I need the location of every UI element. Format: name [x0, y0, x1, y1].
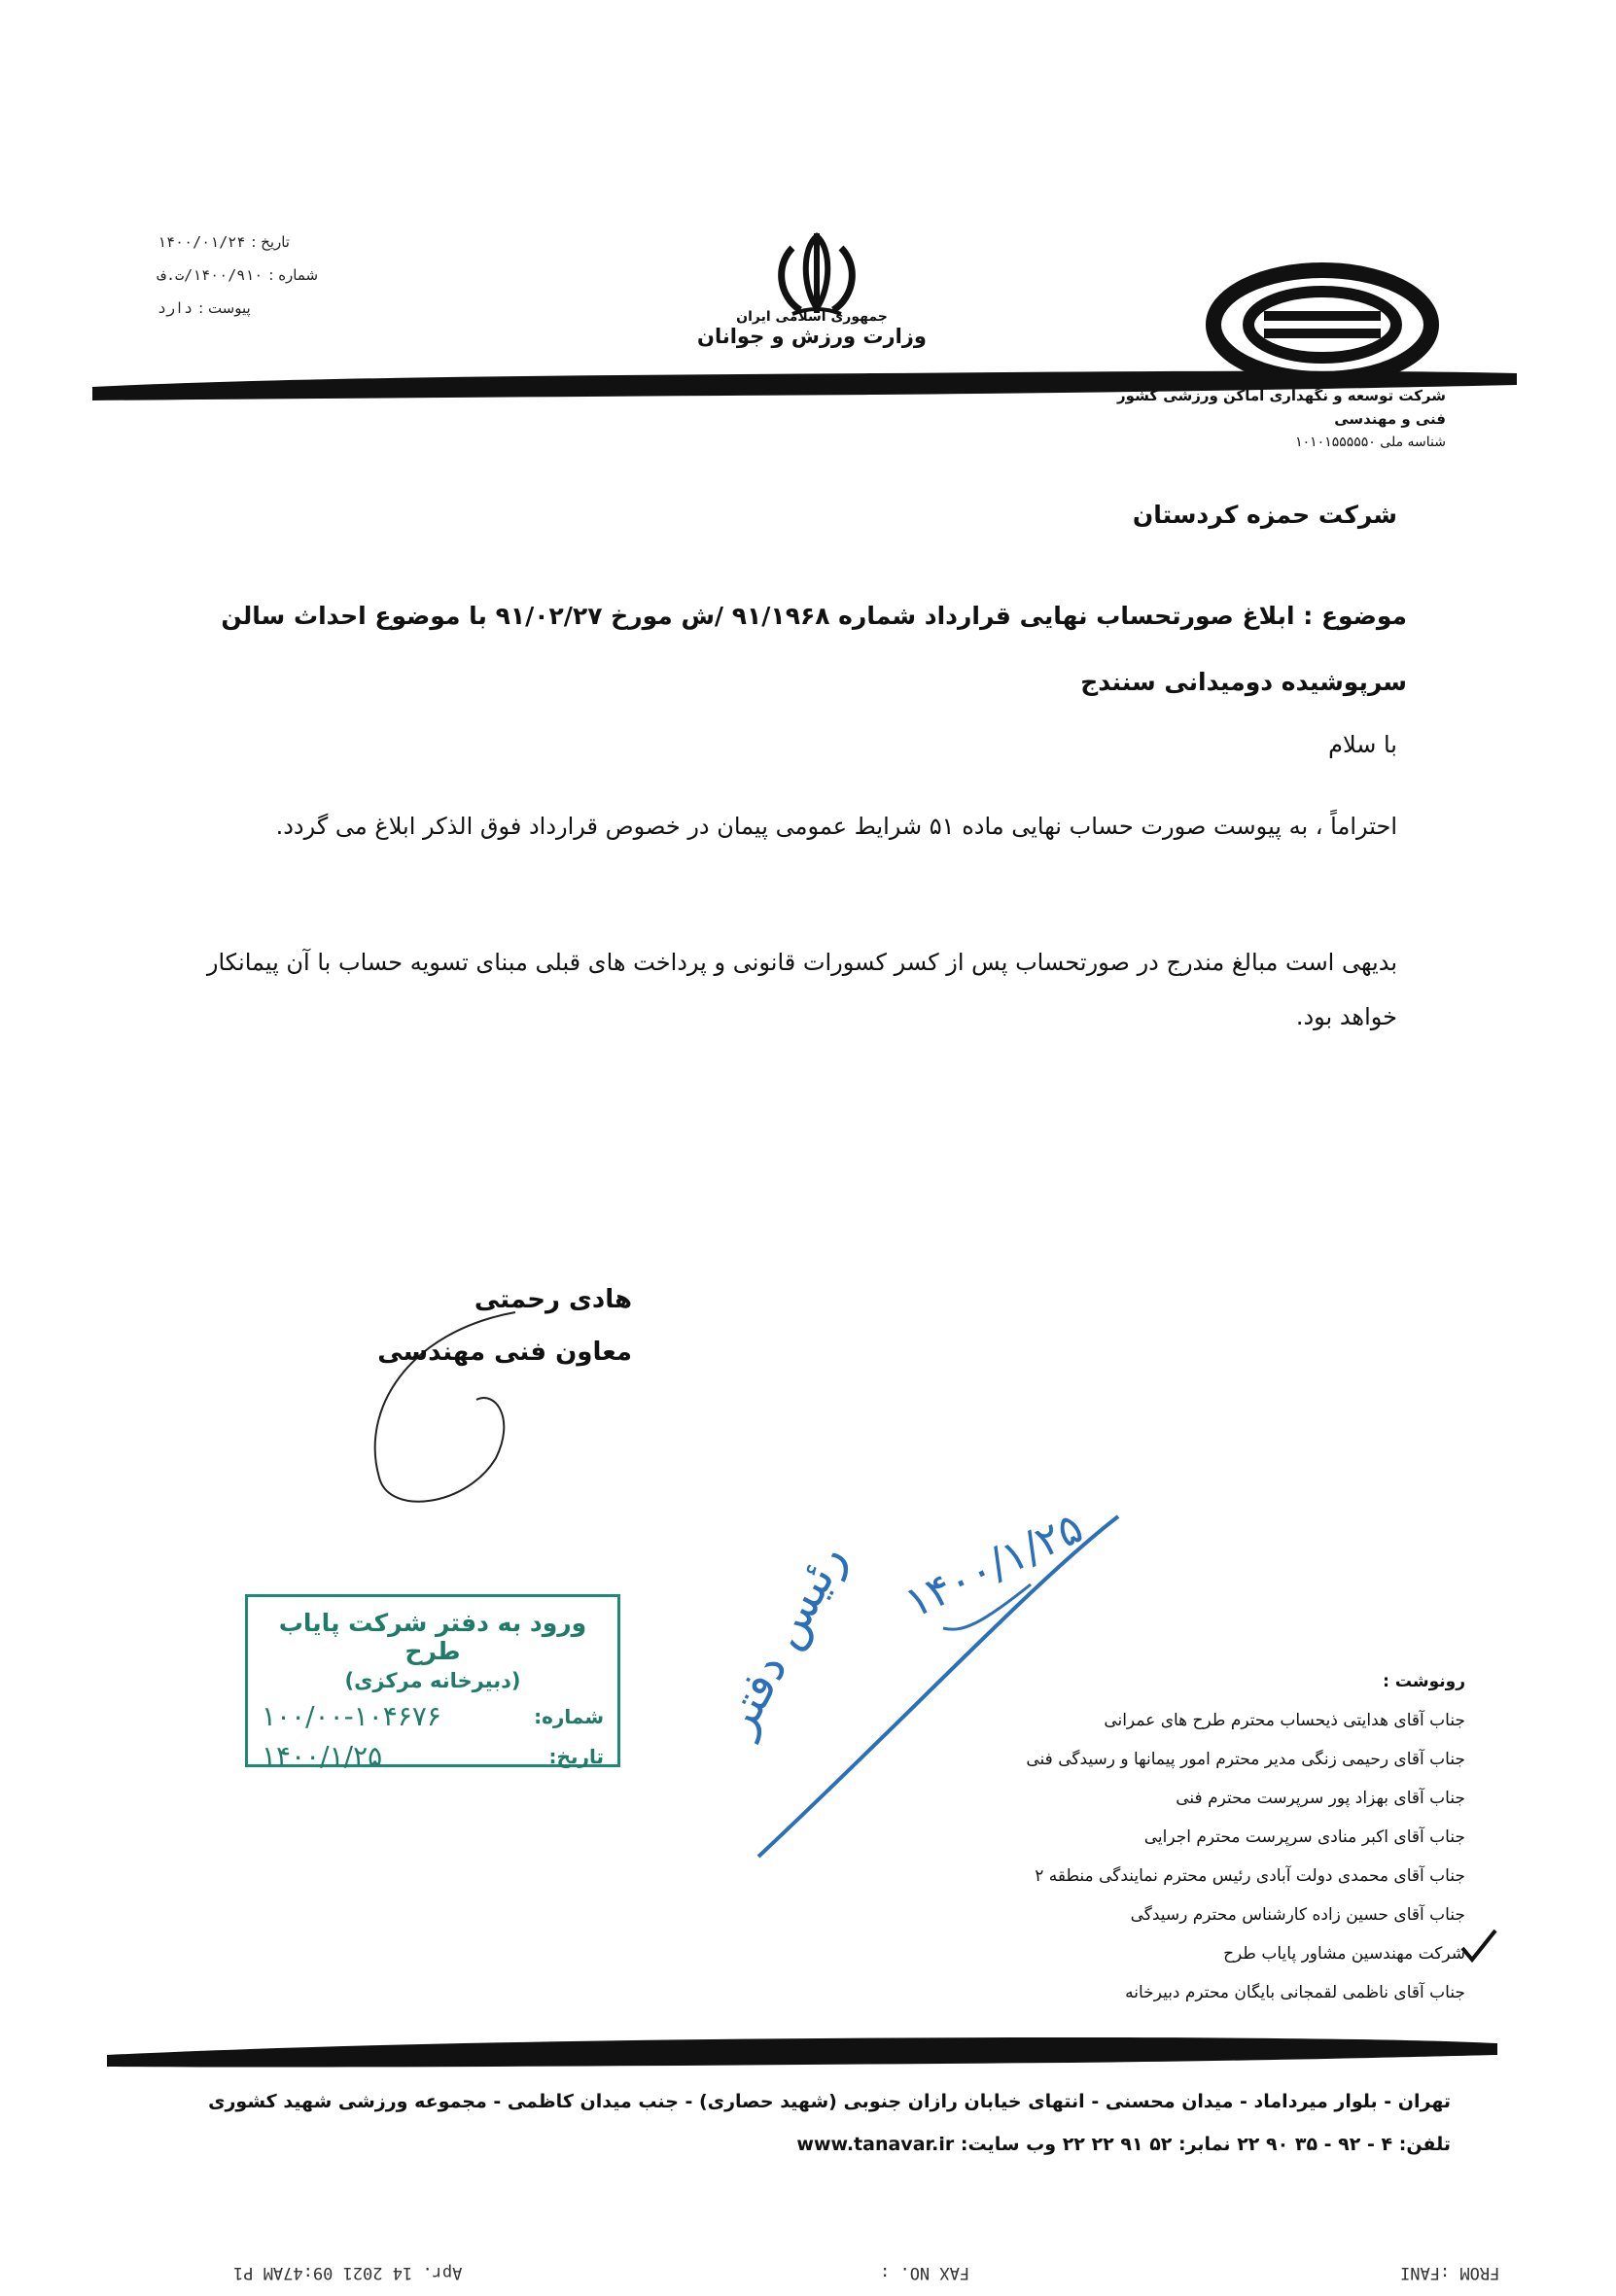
checkmark-icon [1458, 1927, 1497, 1966]
company-national-id: شناسه ملی ۱۰۱۰۱۵۵۵۵۵۰ [1295, 435, 1446, 450]
stamp-date-row [262, 1740, 604, 1772]
cc-item: جناب آقای اکبر منادی سرپرست محترم اجرایی [1143, 1827, 1465, 1847]
fax-number: FAX NO. : [880, 2263, 970, 2282]
stamp-number-label: شماره: [534, 1704, 604, 1728]
cc-item: جناب آقای رحیمی زنگی مدیر محترم امور پیمانها و رسیدگی فنی [1026, 1750, 1465, 1769]
attachment-label: پیوست : [198, 299, 251, 317]
handwritten-note-line2: ۱۴۰۰/۱/۲۵ [897, 1503, 1091, 1628]
footer-contact: تلفن: ۴ - ۹۲ - ۳۵ ۹۰ ۲۲ نمابر: ۵۲ ۹۱ ۲۲ ۲۲ وب سایت: www.tanavar.ir [796, 2134, 1451, 2155]
stamp-date-value: ۱۴۰۰/۱/۲۵ [262, 1740, 383, 1772]
date-row [158, 226, 410, 259]
cc-item: شرکت مهندسین مشاور پایاب طرح [1223, 1944, 1465, 1964]
number-value: ۱۴۰۰/۹۱۰/ت.ف [158, 266, 263, 284]
number-row [158, 259, 410, 292]
cc-item: جناب آقای حسین زاده کارشناس محترم رسیدگی [1130, 1905, 1465, 1925]
cc-item: جناب آقای محمدی دولت آبادی رئیس محترم نمایندگی منطقه ۲ [1035, 1866, 1465, 1886]
receipt-stamp [245, 1594, 620, 1772]
body-paragraph-1: احتراماً ، به پیوست صورت حساب نهایی ماده ۵۱ شرایط عمومی پیمان در خصوص قرارداد فوق الذکر ابلاغ می گردد. [275, 813, 1397, 840]
cc-list [649, 1662, 1465, 2012]
attachment-value: دارد [158, 299, 193, 317]
cc-item: جناب آقای بهزاد پور سرپرست محترم فنی [1176, 1789, 1465, 1808]
stamp-number-value: ۱۰۰/۰۰-۱۰۴۶۷۶ [262, 1700, 441, 1732]
fax-datetime: Apr. 14 2021 09:47AM P1 [233, 2263, 463, 2282]
date-value: ۱۴۰۰/۰۱/۲۴ [158, 233, 246, 251]
fax-from: FROM :FANI [1400, 2263, 1500, 2282]
signer-name: هادی رحمتی [474, 1285, 632, 1314]
greeting: با سلام [1328, 731, 1397, 758]
number-label: شماره : [268, 266, 319, 284]
subject: موضوع : ابلاغ صورتحساب نهایی قرارداد شماره ۹۱/۱۹۶۸ /ش مورخ ۹۱/۰۲/۲۷ با موضوع احداث سالن سرپوشیده دومیدانی سنندج [221, 602, 1407, 696]
recipient: شرکت حمزه کردستان [1132, 501, 1397, 529]
cc-heading: رونوشت : [1383, 1672, 1465, 1691]
ministry-name: وزارت ورزش و جوانان [697, 325, 927, 348]
stamp-date-label: تاریخ: [548, 1744, 604, 1768]
body-paragraph-2: بدیهی است مبالغ مندرج در صورتحساب پس از کسر کسورات قانونی و پرداخت های قبلی مبنای تسویه حساب با آن پیمانکار خواهد بود. [206, 949, 1397, 1030]
date-label: تاریخ : [251, 233, 290, 251]
footer-address: تهران - بلوار میرداماد - میدان محسنی - انتهای خیابان رازان جنوبی (شهید حصاری) - جنب میدان کاظمی - مجموعه ورزشی شهید کشوری [208, 2091, 1451, 2112]
ministry-country: جمهوری اسلامی ایران [736, 309, 888, 325]
signature-block [369, 1273, 632, 1378]
footer [167, 2080, 1451, 2166]
attachment-row [158, 292, 410, 325]
stamp-title: ورود به دفتر شرکت پایاب طرح [278, 1609, 587, 1665]
stamp-subtitle: (دبیرخانه مرکزی) [344, 1669, 521, 1692]
header-divider [0, 350, 1616, 418]
stamp-number-row [262, 1700, 604, 1732]
ministry-block [681, 309, 943, 348]
cc-item: جناب آقای ناظمی لقمجانی بایگان محترم دبیرخانه [1125, 1983, 1465, 2002]
company-name: شرکت توسعه و نگهداری اماکن ورزشی کشور [1117, 387, 1446, 404]
handwritten-note-line1: رئیس دفتر [711, 1535, 857, 1744]
signer-title: معاون فنی مهندسی [377, 1338, 632, 1367]
cc-item: جناب آقای هدایتی ذیحساب محترم طرح های عمرانی [1104, 1711, 1465, 1730]
letter-meta [158, 226, 410, 325]
iran-emblem-icon [763, 228, 870, 321]
company-dept: فنی و مهندسی [1334, 410, 1446, 428]
footer-divider [0, 2012, 1616, 2090]
